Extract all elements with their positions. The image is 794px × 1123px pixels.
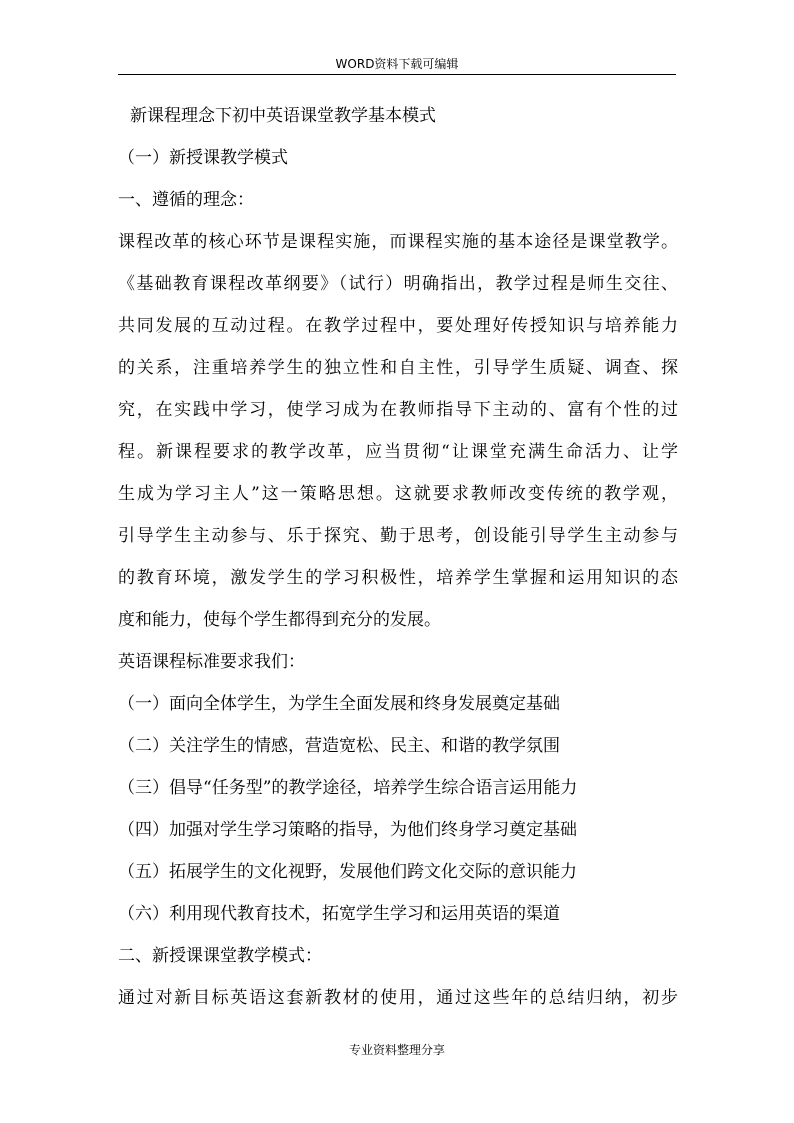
paragraph-line: 的关系，注重培养学生的独立性和自主性，引导学生质疑、调查、探 xyxy=(118,358,678,378)
paragraph-line: 通过对新目标英语这套新教材的使用，通过这些年的总结归纳，初步 xyxy=(118,988,678,1008)
paragraph-line: 共同发展的互动过程。在教学过程中，要处理好传授知识与培养能力 xyxy=(118,316,678,336)
paragraph-line: 《基础教育课程改革纲要》（试行）明确指出，教学过程是师生交往、 xyxy=(118,274,678,294)
subsection-heading: 英语课程标准要求我们： xyxy=(118,652,305,672)
subsection-heading: 一、遵循的理念： xyxy=(118,190,254,210)
section-heading: （一）新授课教学模式 xyxy=(118,148,288,168)
paragraph-line: 引导学生主动参与、乐于探究、勤于思考，创设能引导学生主动参与 xyxy=(118,526,678,546)
page-header: WORD资料下载可编辑 xyxy=(335,57,459,71)
list-item: （六）利用现代教育技术，拓宽学生学习和运用英语的渠道 xyxy=(118,904,560,924)
list-item: （一）面向全体学生，为学生全面发展和终身发展奠定基础 xyxy=(118,694,560,714)
paragraph-line: 程。新课程要求的教学改革，应当贯彻“让课堂充满生命活力、让学 xyxy=(118,442,678,462)
paragraph-line: 的教育环境，激发学生的学习积极性，培养学生掌握和运用知识的态 xyxy=(118,568,678,588)
paragraph-line: 度和能力，使每个学生都得到充分的发展。 xyxy=(118,610,441,630)
page-footer: 专业资料整理分享 xyxy=(348,1043,445,1057)
subsection-heading: 二、新授课课堂教学模式： xyxy=(118,946,322,966)
list-item: （五）拓展学生的文化视野，发展他们跨文化交际的意识能力 xyxy=(118,862,577,882)
list-item: （四）加强对学生学习策略的指导，为他们终身学习奠定基础 xyxy=(118,820,577,840)
list-item: （三）倡导“任务型”的教学途径，培养学生综合语言运用能力 xyxy=(118,778,578,798)
list-item: （二）关注学生的情感，营造宽松、民主、和谐的教学氛围 xyxy=(118,736,560,756)
paragraph-line: 课程改革的核心环节是课程实施，而课程实施的基本途径是课堂教学。 xyxy=(118,232,678,252)
header-divider xyxy=(118,74,676,75)
paragraph-line: 究，在实践中学习，使学习成为在教师指导下主动的、富有个性的过 xyxy=(118,400,678,420)
paragraph-line: 生成为学习主人”这一策略思想。这就要求教师改变传统的教学观， xyxy=(118,484,678,504)
document-title: 新课程理念下初中英语课堂教学基本模式 xyxy=(130,106,436,126)
